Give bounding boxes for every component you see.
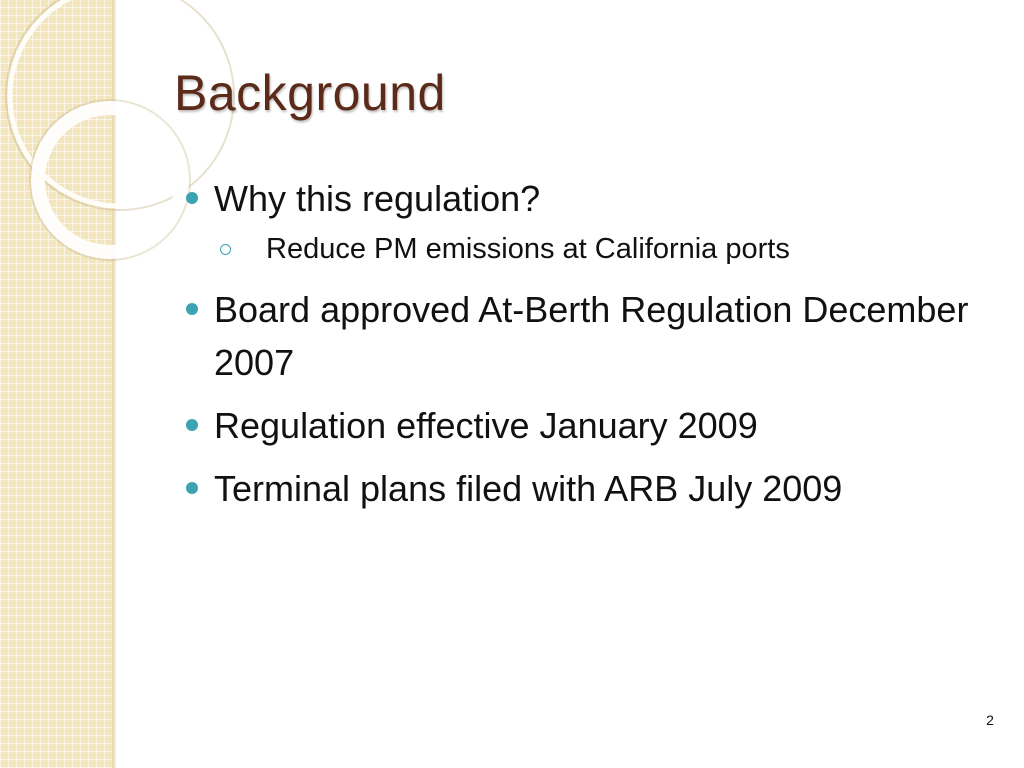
bullet-text: Regulation effective January 2009 — [214, 405, 758, 446]
bullet-item — [186, 399, 976, 452]
bullet-dot-icon — [186, 419, 198, 431]
bullet-dot-icon — [186, 482, 198, 494]
page-number: 2 — [986, 712, 994, 728]
bullet-item — [186, 172, 976, 225]
bullet-text: Terminal plans filed with ARB July 2009 — [214, 468, 843, 509]
bullet-text: Board approved At-Berth Regulation December 2007 — [214, 289, 969, 383]
decorative-circle-lower — [38, 108, 182, 252]
bullet-item — [186, 462, 976, 515]
bullet-text: Why this regulation? — [214, 178, 541, 219]
bullet-dot-icon — [186, 192, 198, 204]
decorative-circle-lower-shadow — [30, 100, 190, 260]
sub-bullet-ring-icon — [220, 244, 231, 255]
slide-title: Background — [174, 65, 446, 121]
bullet-list — [186, 172, 976, 525]
bullet-item — [186, 283, 976, 389]
sub-bullet-text: Reduce PM emissions at California ports — [266, 233, 790, 265]
sub-bullet-item — [186, 229, 976, 269]
bullet-dot-icon — [186, 303, 198, 315]
